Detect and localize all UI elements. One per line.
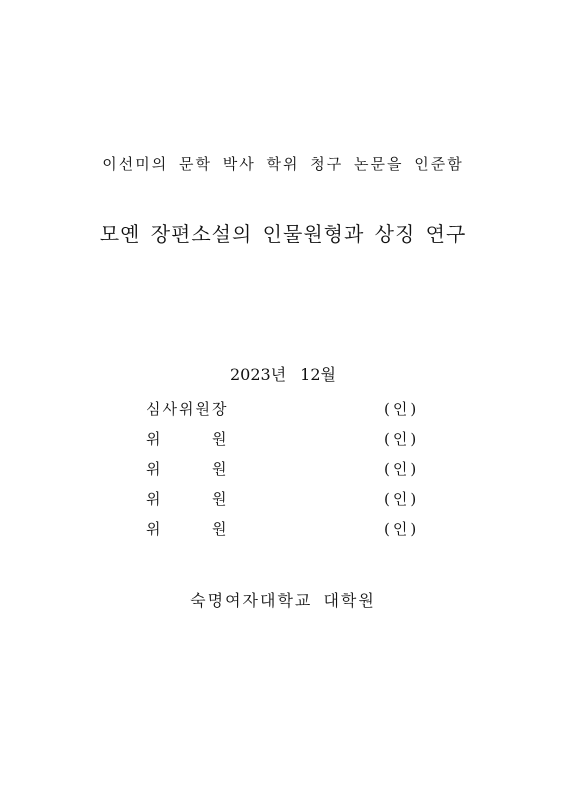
committee-member-row [146, 424, 426, 454]
member-role-char: 위 [146, 490, 163, 508]
thesis-title: 모옌 장편소설의 인물원형과 상징 연구 [99, 222, 467, 246]
approval-date [0, 362, 566, 385]
member-role-char: 원 [212, 460, 229, 478]
committee-chair-row [146, 394, 426, 424]
member-role-char: 원 [212, 520, 229, 538]
member-seal: (인) [384, 520, 420, 538]
member-role-char: 원 [212, 490, 229, 508]
approval-statement: 이선미의 문학 박사 학위 청구 논문을 인준함 [102, 155, 464, 173]
member-role-char: 위 [146, 460, 163, 478]
date-month: 12월 [300, 365, 336, 384]
date-year: 2023년 [229, 365, 287, 384]
committee-member-row [146, 454, 426, 484]
member-seal: (인) [384, 460, 420, 478]
member-role-char: 원 [212, 430, 229, 448]
committee-list [146, 394, 426, 544]
committee-member-row [146, 484, 426, 514]
member-role-char: 위 [146, 430, 163, 448]
institution-name: 숙명여자대학교 대학원 [190, 591, 376, 610]
member-seal: (인) [384, 430, 420, 448]
member-role-char: 위 [146, 520, 163, 538]
member-seal: (인) [384, 490, 420, 508]
committee-member-row [146, 514, 426, 544]
chair-seal: (인) [384, 400, 420, 418]
chair-role: 심사위원장 [146, 400, 229, 418]
